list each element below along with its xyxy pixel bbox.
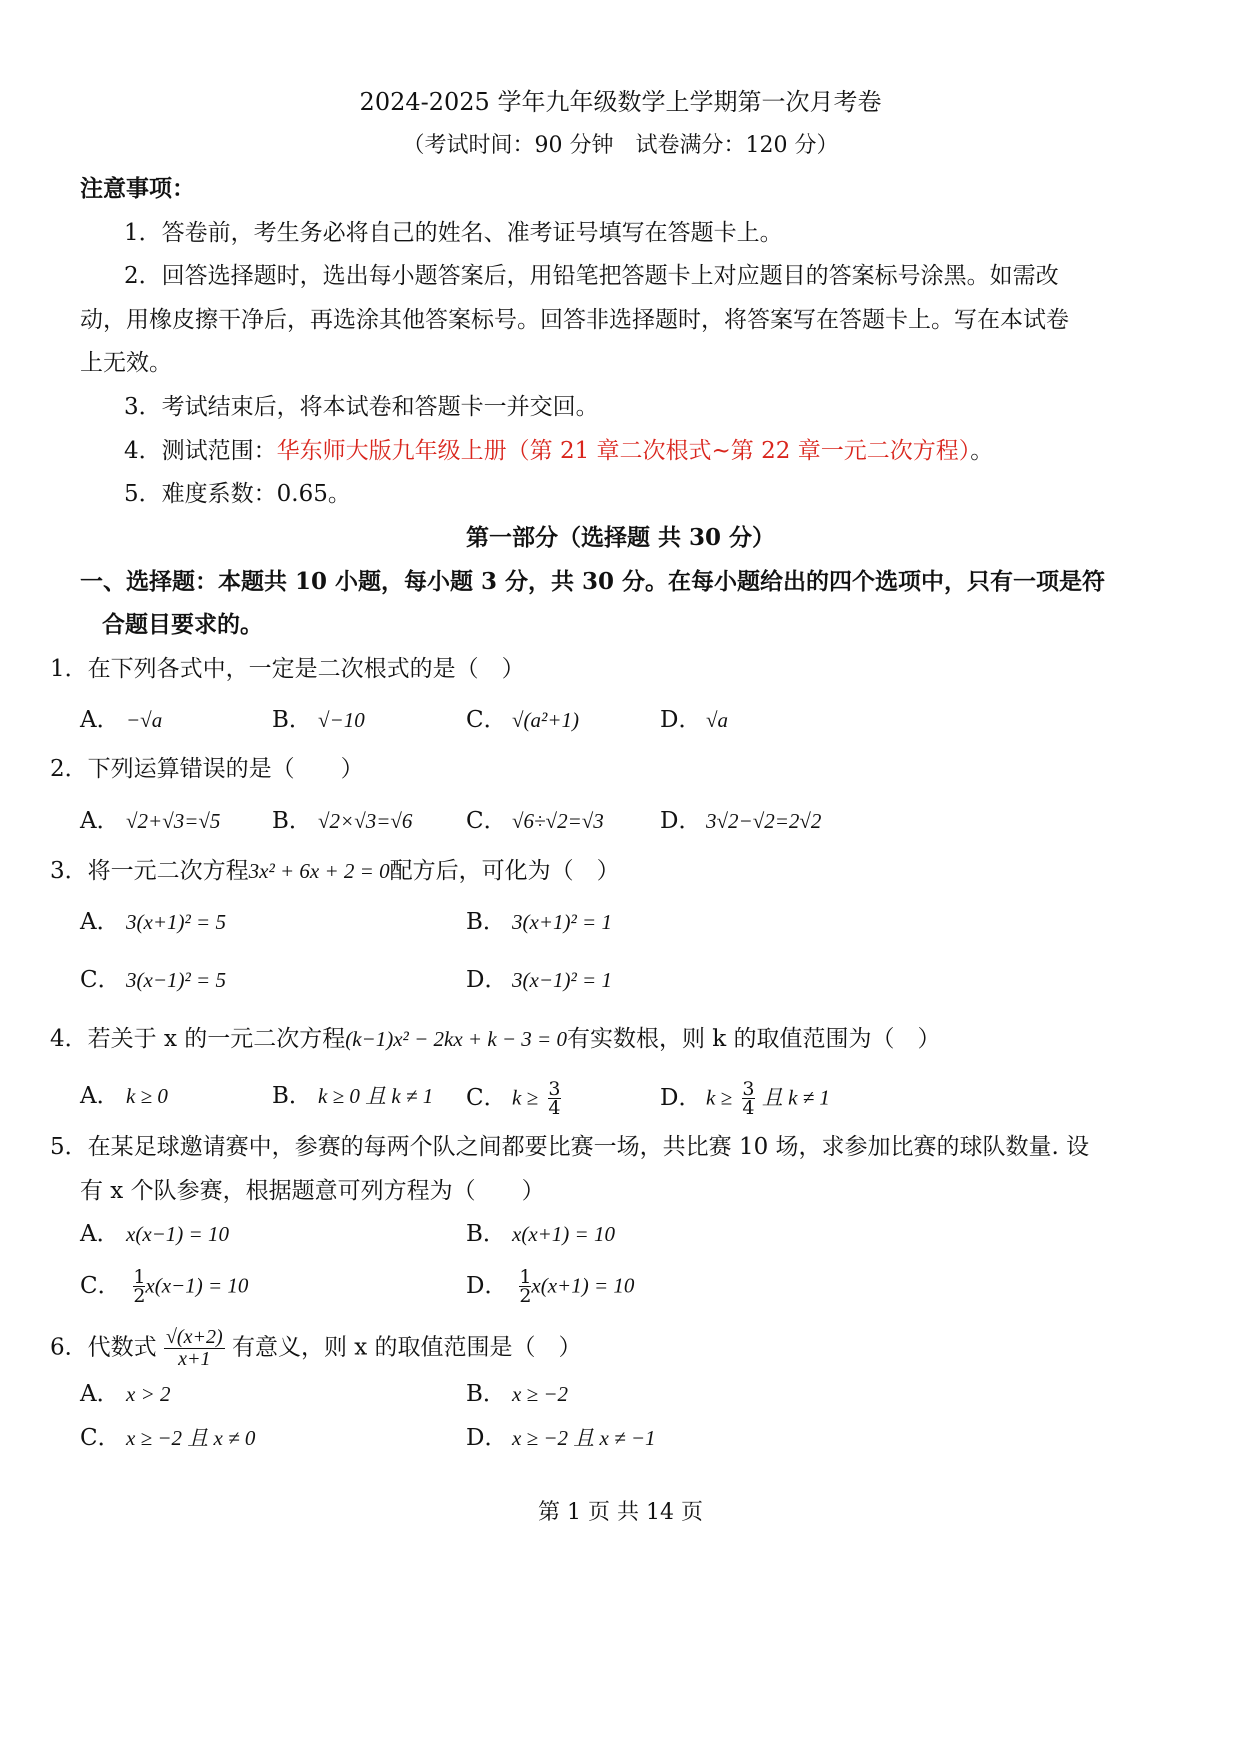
q3-equation: 3x² + 6x + 2 = 0 [248, 859, 390, 883]
q5-c-fraction: $\frac{1}{2}$ [133, 1266, 146, 1307]
q5-option-d[interactable]: D． $\frac{1}{2}$ x(x+1) = 10 [466, 1266, 635, 1307]
question-1-stem: 1．在下列各式中，一定是二次根式的是（ ） [50, 656, 525, 682]
q6-fraction: $\frac{√(x+2)}{x+1}$ [165, 1326, 223, 1370]
q4-equation: (k−1)x² − 2kx + k − 3 = 0 [345, 1027, 567, 1051]
q3-option-a[interactable]: A． 3(x+1)² = 5 [80, 909, 226, 935]
q4-option-b[interactable]: B． k ≥ 0 且 k ≠ 1 [272, 1083, 434, 1109]
question-2-stem: 2．下列运算错误的是（ ） [50, 756, 364, 782]
q6-option-c[interactable]: C． x ≥ −2 且 x ≠ 0 [80, 1425, 256, 1451]
q4-option-a[interactable]: A． k ≥ 0 [80, 1083, 168, 1109]
q2-option-d[interactable]: D． 3√2−√2=2√2 [660, 808, 822, 834]
q2-option-c[interactable]: C． √6÷√2=√3 [466, 808, 604, 834]
exam-subtitle: （考试时间：90 分钟 试卷满分：120 分） [402, 133, 839, 158]
q1-option-a[interactable]: A． −√a [80, 707, 163, 733]
q4-option-c[interactable]: C． k ≥ $\frac{3}{4}$ [466, 1078, 561, 1119]
notice-heading: 注意事项： [80, 175, 195, 202]
q6-option-b[interactable]: B． x ≥ −2 [466, 1381, 569, 1407]
q1-option-d[interactable]: D． √a [660, 707, 729, 733]
q3-option-d[interactable]: D． 3(x−1)² = 1 [466, 967, 612, 993]
q2-option-a[interactable]: A． √2+√3=√5 [80, 808, 221, 834]
notice-item-4 [124, 435, 993, 467]
q6-option-d[interactable]: D． x ≥ −2 且 x ≠ −1 [466, 1425, 656, 1451]
q3-option-b[interactable]: B． 3(x+1)² = 1 [466, 909, 612, 935]
q5-d-fraction: $\frac{1}{2}$ [519, 1266, 532, 1307]
question-4-stem: 4．若关于 x 的一元二次方程(k−1)x² − 2kx + k − 3 = 0有实数根，则 k 的取值范围为（ ） [50, 1026, 941, 1052]
q5-option-a[interactable]: A． x(x−1) = 10 [80, 1221, 229, 1247]
question-5-stem-line-2: 有 x 个队参赛，根据题意可列方程为（ ） [80, 1178, 545, 1204]
exam-title: 2024-2025 学年九年级数学上学期第一次月考卷 [359, 88, 882, 116]
notice-item-3: 3．考试结束后，将本试卷和答题卡一并交回。 [124, 394, 599, 420]
test-range-highlight: 华东师大版九年级上册（第 21 章二次根式~第 22 章一元二次方程） [276, 438, 971, 464]
page-number: 第 1 页 共 14 页 [538, 1500, 703, 1525]
q4-option-d[interactable]: D． k ≥ $\frac{3}{4}$ 且 k ≠ 1 [660, 1078, 830, 1119]
section-heading-line-2: 合题目要求的。 [102, 611, 263, 638]
q1-option-c[interactable]: C． √(a²+1) [466, 707, 579, 733]
q1-option-b[interactable]: B． √−10 [272, 707, 365, 733]
notice-item-2-line-3: 上无效。 [80, 350, 172, 376]
question-6-stem: 6．代数式 $\frac{√(x+2)}{x+1}$ 有意义，则 x 的取值范围是（ ） [50, 1326, 582, 1370]
question-5-stem-line-1: 5．在某足球邀请赛中，参赛的每两个队之间都要比赛一场，共比赛 10 场，求参加比赛的球队数量. 设 [50, 1134, 1090, 1160]
notice-item-4-prefix: 4．测试范围： [124, 438, 277, 464]
question-3-stem: 3．将一元二次方程3x² + 6x + 2 = 0配方后，可化为（ ） [50, 858, 620, 884]
q4-c-fraction: $\frac{3}{4}$ [548, 1078, 561, 1119]
notice-item-2-line-1: 2．回答选择题时，选出每小题答案后，用铅笔把答题卡上对应题目的答案标号涂黑。如需改 [124, 263, 1059, 289]
q5-option-c[interactable]: C． $\frac{1}{2}$ x(x−1) = 10 [80, 1266, 249, 1307]
q5-option-b[interactable]: B． x(x+1) = 10 [466, 1221, 615, 1247]
section-heading-line-1: 一、选择题：本题共 10 小题，每小题 3 分，共 30 分。在每小题给出的四个选项中，只有一项是符 [80, 568, 1106, 595]
notice-item-5: 5．难度系数：0.65。 [124, 481, 351, 507]
notice-item-2-line-2: 动，用橡皮擦干净后，再选涂其他答案标号。回答非选择题时，将答案写在答题卡上。写在本试卷 [80, 307, 1069, 333]
part1-title: 第一部分（选择题 共 30 分） [465, 524, 776, 551]
notice-item-1: 1．答卷前，考生务必将自己的姓名、准考证号填写在答题卡上。 [124, 220, 783, 246]
q3-option-c[interactable]: C． 3(x−1)² = 5 [80, 967, 226, 993]
q2-option-b[interactable]: B． √2×√3=√6 [272, 808, 413, 834]
q4-d-fraction: $\frac{3}{4}$ [742, 1078, 755, 1119]
notice-item-4-suffix: 。 [970, 438, 994, 464]
q6-option-a[interactable]: A． x > 2 [80, 1381, 171, 1407]
